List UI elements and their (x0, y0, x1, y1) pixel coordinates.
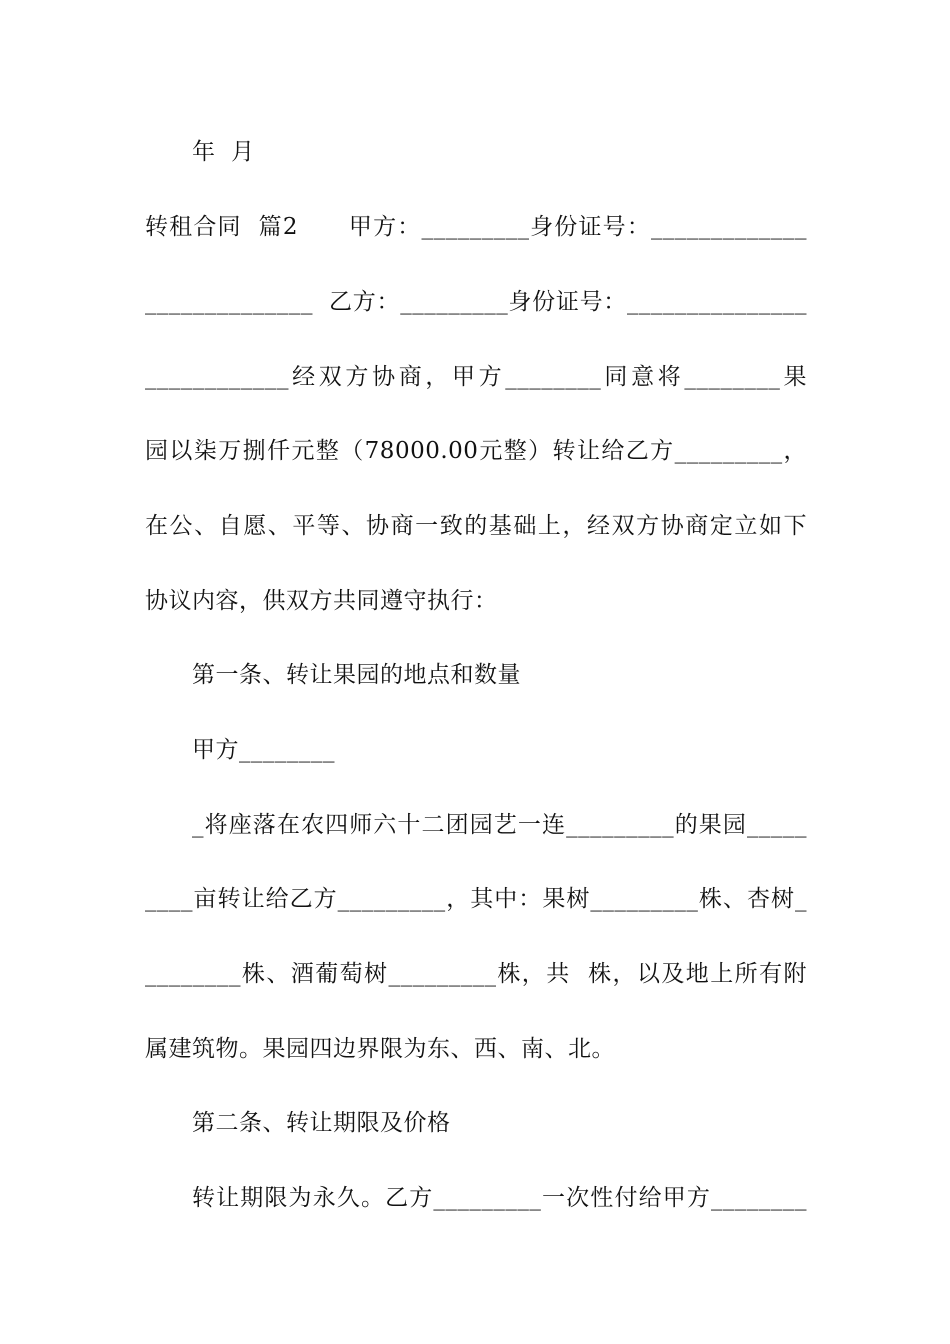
party-b-line: ______________ 乙方：_________身份证号：_______________ (145, 289, 807, 315)
paragraph-line: 属建筑物。果园四边界限为东、西、南、北。 (145, 1036, 615, 1062)
paragraph-line: 协议内容，供双方共同遵守执行： (145, 588, 498, 614)
paragraph-line: 在公、自愿、平等、协商一致的基础上，经双方协商定立如下 (145, 513, 807, 539)
article-2-heading: 第二条、转让期限及价格 (192, 1110, 451, 1136)
paragraph-line: 甲方________ (192, 737, 335, 763)
contract-title-line: 转租合同 篇2 甲方：_________身份证号：_____________ (145, 214, 807, 240)
paragraph-line: ____亩转让给乙方_________，其中：果树_________株、杏树_ (145, 886, 807, 912)
paragraph-line: _将座落在农四师六十二团园艺一连_________的果园_____ (192, 812, 807, 838)
article-1-heading: 第一条、转让果园的地点和数量 (192, 662, 521, 688)
paragraph-line: 转让期限为永久。乙方_________一次性付给甲方________ (192, 1185, 807, 1211)
paragraph-line: 园以柒万捌仟元整（78000.00元整）转让给乙方_________， (145, 438, 807, 464)
paragraph-line: ____________经双方协商，甲方________同意将________果 (145, 364, 807, 390)
paragraph-line: ________株、酒葡萄树_________株，共 株，以及地上所有附 (145, 961, 807, 987)
date-line: 年 月 (192, 139, 255, 165)
